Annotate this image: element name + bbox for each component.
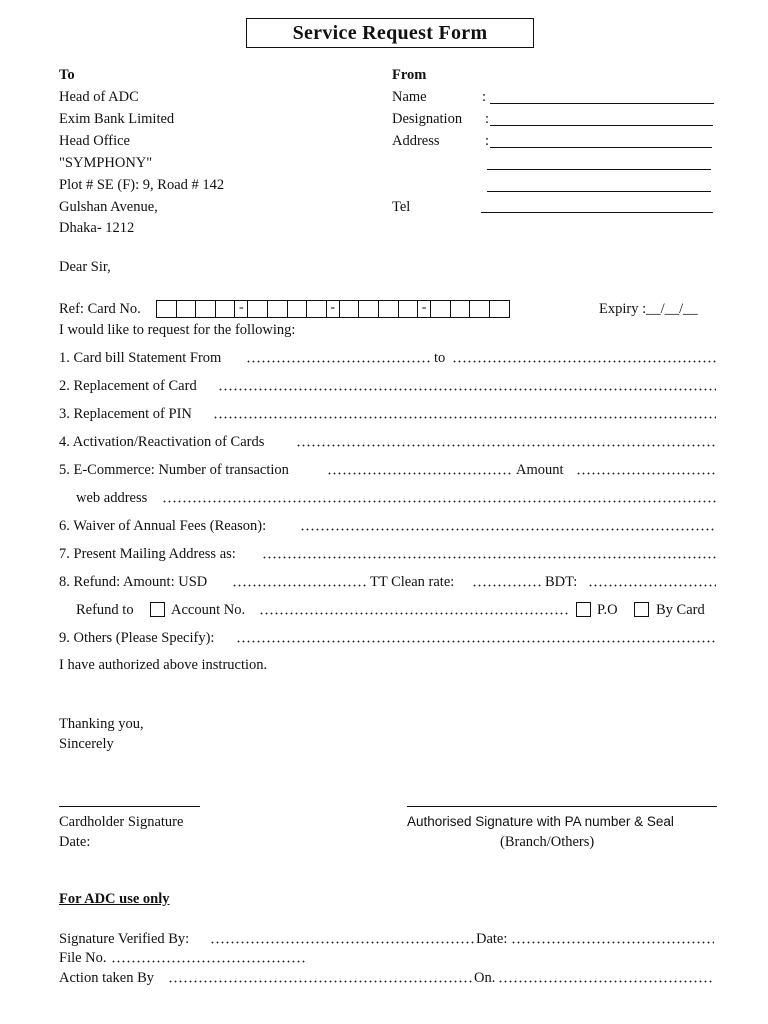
item-7-label: 7. Present Mailing Address as:	[59, 546, 236, 562]
to-line: "SYMPHONY"	[59, 155, 153, 171]
tel-label: Tel	[392, 199, 411, 215]
transaction-count-field[interactable]	[327, 465, 511, 475]
card-separator: -	[234, 300, 248, 318]
on-label: On.	[474, 970, 496, 986]
card-digit-box[interactable]	[306, 300, 327, 318]
on-field[interactable]	[498, 973, 714, 983]
card-separator: -	[417, 300, 431, 318]
to-line: Exim Bank Limited	[59, 111, 175, 127]
refund-to-label: Refund to	[76, 602, 134, 618]
authorised-signature-line[interactable]	[407, 806, 717, 807]
to-line: Plot # SE (F): 9, Road # 142	[59, 177, 225, 193]
account-checkbox[interactable]	[150, 602, 165, 617]
address-label: Address	[392, 133, 440, 149]
adc-date-field[interactable]	[511, 934, 714, 944]
item-5-label: 5. E-Commerce: Number of transaction	[59, 462, 289, 478]
file-no-field[interactable]	[111, 953, 307, 963]
address-colon: :	[485, 133, 490, 149]
pin-replacement-field[interactable]	[213, 409, 716, 419]
item-1-label: 1. Card bill Statement From	[59, 350, 222, 366]
po-checkbox[interactable]	[576, 602, 591, 617]
card-digit-box[interactable]	[398, 300, 419, 318]
designation-label: Designation	[392, 111, 463, 127]
name-field[interactable]	[490, 103, 714, 104]
date-label: Date:	[59, 834, 91, 850]
file-no-label: File No.	[59, 950, 107, 966]
adc-date-label: Date:	[476, 931, 508, 947]
by-card-checkbox[interactable]	[634, 602, 649, 617]
to-line: Gulshan Avenue,	[59, 199, 158, 215]
card-number-grid[interactable]	[157, 300, 510, 318]
branch-label: (Branch/Others)	[500, 834, 595, 850]
item-4-label: 4. Activation/Reactivation of Cards	[59, 434, 265, 450]
bdt-label: BDT:	[545, 574, 578, 590]
web-address-label: web address	[76, 490, 148, 506]
item-9-label: 9. Others (Please Specify):	[59, 630, 215, 646]
authorized-text: I have authorized above instruction.	[59, 657, 268, 673]
from-heading: From	[392, 67, 427, 83]
to-heading: To	[59, 67, 75, 83]
cardholder-signature-label: Cardholder Signature	[59, 814, 184, 830]
to-line: Head of ADC	[59, 89, 139, 105]
expiry-field[interactable]: Expiry :__/__/__	[599, 301, 698, 317]
account-no-field[interactable]	[259, 605, 569, 615]
card-digit-box[interactable]	[195, 300, 216, 318]
card-digit-box[interactable]	[247, 300, 268, 318]
card-digit-box[interactable]	[378, 300, 399, 318]
activation-field[interactable]	[296, 437, 716, 447]
card-digit-box[interactable]	[267, 300, 288, 318]
card-digit-box[interactable]	[450, 300, 471, 318]
address-field-2[interactable]	[487, 169, 711, 170]
address-field-3[interactable]	[487, 191, 711, 192]
action-taken-label: Action taken By	[59, 970, 155, 986]
designation-colon: :	[485, 111, 490, 127]
card-digit-box[interactable]	[469, 300, 490, 318]
designation-field[interactable]	[490, 125, 713, 126]
card-digit-box[interactable]	[287, 300, 308, 318]
signature-verified-field[interactable]	[210, 934, 474, 944]
statement-from-field[interactable]	[246, 353, 432, 363]
item-1-to: to	[434, 350, 446, 366]
action-taken-field[interactable]	[168, 973, 474, 983]
card-digit-box[interactable]	[489, 300, 510, 318]
item-8-label: 8. Refund: Amount: USD	[59, 574, 208, 590]
others-field[interactable]	[236, 633, 716, 643]
request-intro: I would like to request for the following:	[59, 322, 296, 338]
sincerely-text: Sincerely	[59, 736, 114, 752]
salutation: Dear Sir,	[59, 259, 111, 275]
name-colon: :	[482, 89, 487, 105]
card-digit-box[interactable]	[339, 300, 360, 318]
item-3-label: 3. Replacement of PIN	[59, 406, 192, 422]
mailing-address-field[interactable]	[262, 549, 716, 559]
account-no-label: Account No.	[171, 602, 246, 618]
bdt-field[interactable]	[588, 577, 716, 587]
address-field-1[interactable]	[490, 147, 712, 148]
web-address-field[interactable]	[162, 493, 716, 503]
authorised-signature-label: Authorised Signature with PA number & Seal	[407, 814, 674, 829]
card-replacement-field[interactable]	[218, 381, 716, 391]
item-6-label: 6. Waiver of Annual Fees (Reason):	[59, 518, 267, 534]
card-digit-box[interactable]	[430, 300, 451, 318]
card-separator: -	[326, 300, 340, 318]
to-line: Dhaka- 1212	[59, 220, 135, 236]
card-digit-box[interactable]	[176, 300, 197, 318]
signature-verified-label: Signature Verified By:	[59, 931, 190, 947]
card-digit-box[interactable]	[215, 300, 236, 318]
by-card-label: By Card	[656, 602, 705, 618]
waiver-reason-field[interactable]	[300, 521, 716, 531]
card-digit-box[interactable]	[156, 300, 177, 318]
adc-heading: For ADC use only	[59, 891, 170, 907]
thanks-text: Thanking you,	[59, 716, 144, 732]
card-ref-label: Ref: Card No.	[59, 301, 141, 317]
card-digit-box[interactable]	[358, 300, 379, 318]
item-5-amount: Amount	[516, 462, 564, 478]
statement-to-field[interactable]	[452, 353, 716, 363]
name-label: Name	[392, 89, 427, 105]
to-line: Head Office	[59, 133, 130, 149]
refund-usd-field[interactable]	[232, 577, 368, 587]
item-2-label: 2. Replacement of Card	[59, 378, 197, 394]
tt-clean-rate-label: TT Clean rate:	[370, 574, 455, 590]
form-title: Service Request Form	[246, 18, 534, 48]
tt-rate-field[interactable]	[472, 577, 542, 587]
tel-field[interactable]	[481, 212, 713, 213]
amount-field[interactable]	[576, 465, 716, 475]
cardholder-signature-line[interactable]	[59, 806, 200, 807]
po-label: P.O	[597, 602, 618, 618]
